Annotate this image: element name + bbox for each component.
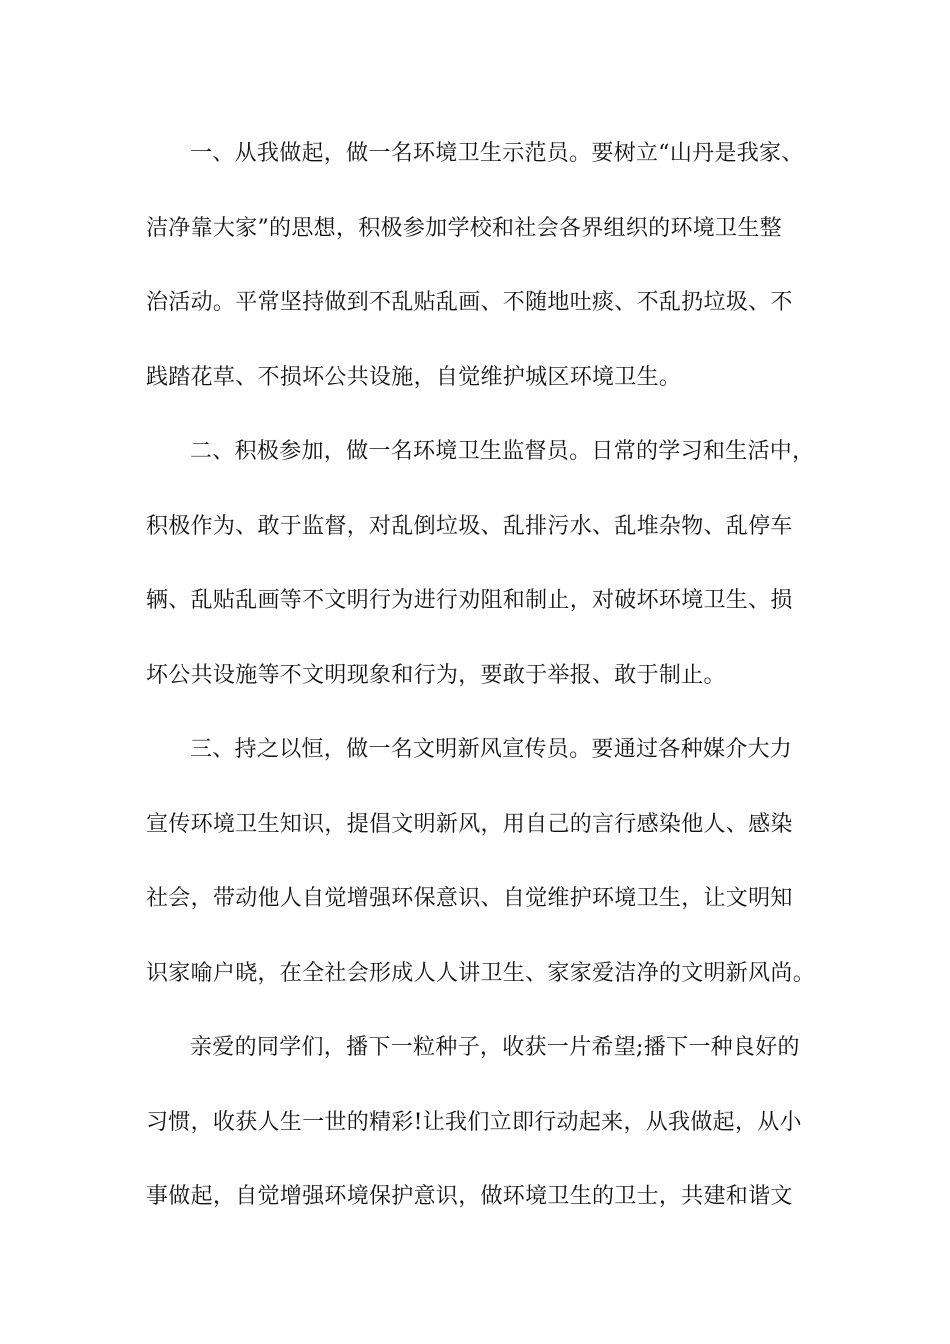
paragraph-1 [146, 125, 811, 423]
text-line: 坏公共设施等不文明现象和行为，要敢于举报、敢于制止。 [146, 662, 726, 688]
text-line: 三、持之以恒，做一名文明新风宣传员。要通过各种媒介大力 [190, 737, 793, 762]
text-line: 习惯，收获人生一世的精彩!让我们立即行动起来，从我做起，从小 [146, 1109, 802, 1135]
text-line: 洁净靠大家”的思想，积极参加学校和社会各界组织的环境卫生整 [146, 215, 782, 241]
text-line: 辆、乱贴乱画等不文明行为进行劝阻和制止，对破坏环境卫生、损 [146, 588, 793, 613]
text-line: 一、从我做起，做一名环境卫生示范员。要树立“山丹是我家、 [190, 141, 804, 166]
text-line: 践踏花草、不损坏公共设施，自觉维护城区环境卫生。 [146, 364, 682, 390]
text-line: 亲爱的同学们，播下一粒种子，收获一片希望;播下一种良好的 [190, 1035, 800, 1060]
document-body [146, 125, 816, 1243]
text-line: 社会，带动他人自觉增强环保意识、自觉维护环境卫生，让文明知 [146, 886, 793, 911]
paragraph-2 [146, 423, 815, 721]
text-line: 识家喻户晓，在全社会形成人人讲卫生、家家爱洁净的文明新风尚。 [146, 960, 816, 986]
text-line: 宣传环境卫生知识，提倡文明新风，用自己的言行感染他人、感染 [146, 811, 793, 837]
text-line: 治活动。平常坚持做到不乱贴乱画、不随地吐痰、不乱扔垃圾、不 [146, 290, 793, 315]
paragraph-4 [146, 1019, 811, 1243]
text-line: 二、积极参加，做一名环境卫生监督员。日常的学习和生活中， [190, 439, 815, 464]
paragraph-3 [146, 721, 816, 1019]
text-line: 事做起，自觉增强环境保护意识，做环境卫生的卫士，共建和谐文 [146, 1184, 793, 1209]
text-line: 积极作为、敢于监督，对乱倒垃圾、乱排污水、乱堆杂物、乱停车 [146, 513, 793, 539]
